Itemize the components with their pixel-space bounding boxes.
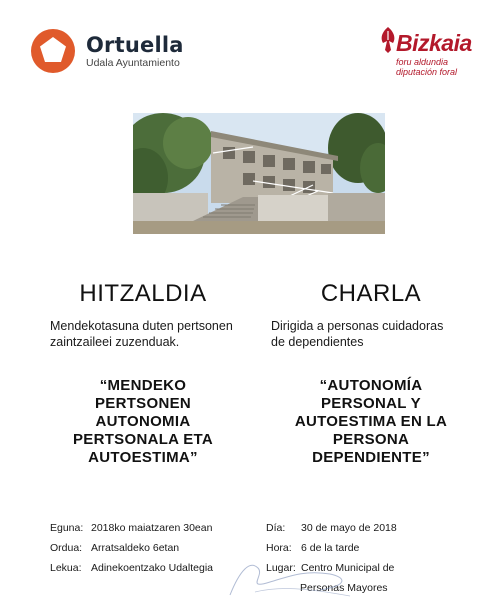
basque-title-line: PERTSONALA ETA	[72, 431, 214, 448]
bizkaia-logo	[378, 26, 488, 86]
spanish-intro-line-2: de dependientes	[271, 335, 364, 349]
detail-value: Adinekoentzako Udaltegia	[91, 562, 214, 574]
ortuella-logo	[28, 26, 184, 76]
ortuella-subtitle: Udala Ayuntamiento	[86, 56, 180, 69]
signature-scribble	[210, 540, 360, 599]
basque-title-line: “MENDEKO	[99, 377, 187, 394]
ortuella-brand: Ortuella	[86, 32, 184, 57]
spanish-intro	[271, 318, 471, 350]
spanish-title-line: “AUTONOMÍA	[319, 377, 423, 394]
basque-intro	[50, 318, 250, 350]
basque-intro-line-1: Mendekotasuna duten pertsonen	[50, 319, 233, 333]
detail-row-date	[266, 518, 476, 538]
basque-title-line: AUTOESTIMA”	[88, 449, 198, 466]
spanish-column	[271, 280, 491, 466]
spanish-title-line: AUTOESTIMA EN LA	[294, 413, 448, 430]
spanish-title-line: DEPENDIENTE”	[312, 449, 430, 466]
basque-talk-title	[50, 377, 236, 467]
basque-title-line: PERTSONEN	[94, 395, 192, 412]
bizkaia-leaf-logo-icon	[378, 26, 398, 54]
detail-label: Hora:	[266, 542, 292, 554]
bizkaia-subtitle-1: foru aldundia	[396, 57, 449, 67]
bizkaia-brand: Bizkaia	[396, 30, 472, 56]
detail-label: Día:	[266, 522, 286, 534]
spanish-title-line: PERSONAL Y	[321, 395, 421, 412]
detail-value: Centro Municipal de	[301, 562, 395, 574]
detail-label: Lugar:	[266, 562, 296, 574]
building-illustration	[133, 113, 385, 234]
detail-value: 30 de mayo de 2018	[301, 522, 397, 534]
spanish-intro-line-1: Dirigida a personas cuidadoras	[271, 319, 444, 333]
detail-value: Arratsaldeko 6etan	[91, 542, 180, 554]
detail-label: Eguna:	[50, 522, 84, 534]
pentagon-ring-logo-icon	[28, 26, 78, 76]
spanish-heading: CHARLA	[320, 280, 422, 307]
spanish-title-line: PERSONA	[332, 431, 410, 448]
basque-intro-line-2: zaintzaileei zuzenduak.	[50, 335, 180, 349]
basque-column	[50, 280, 270, 466]
basque-title-line: AUTONOMIA	[95, 413, 191, 430]
detail-value: 2018ko maiatzaren 30ean	[91, 522, 213, 534]
building-photo	[133, 113, 385, 234]
basque-heading: HITZALDIA	[79, 280, 207, 307]
detail-row-date	[50, 518, 260, 538]
detail-value: 6 de la tarde	[301, 542, 360, 554]
detail-label: Ordua:	[50, 542, 83, 554]
spanish-talk-title	[271, 377, 471, 467]
detail-label: Lekua:	[50, 562, 82, 574]
detail-value: Personas Mayores	[300, 582, 388, 594]
bizkaia-subtitle-2: diputación foral	[396, 67, 458, 77]
